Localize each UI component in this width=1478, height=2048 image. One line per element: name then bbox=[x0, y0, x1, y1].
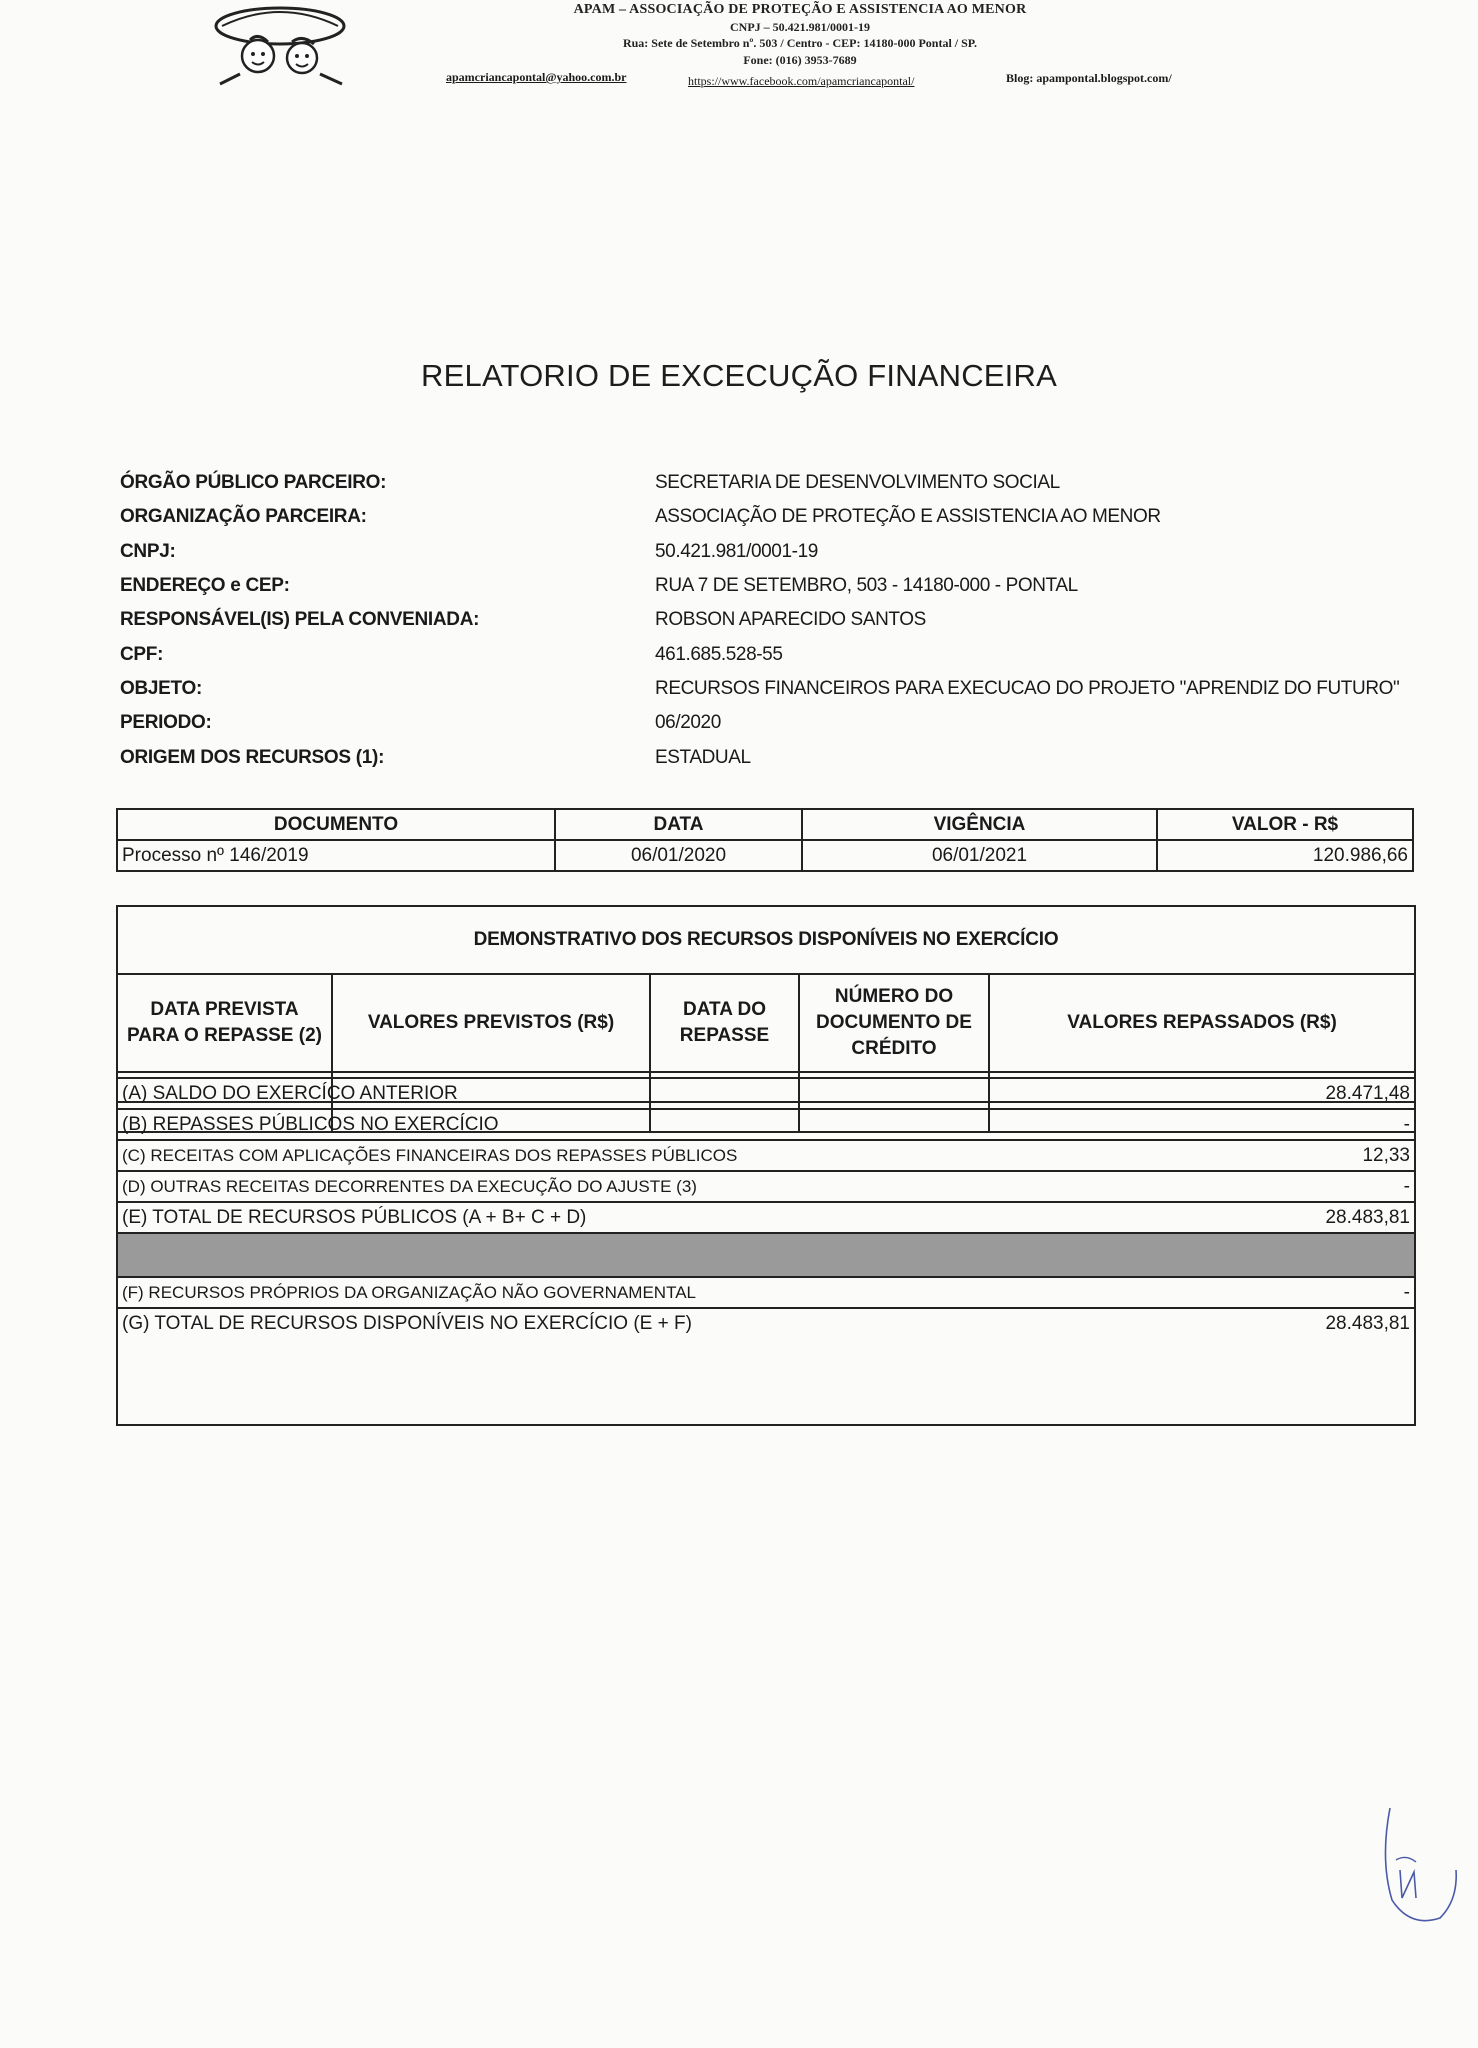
apam-logo bbox=[210, 4, 350, 86]
table-header: DOCUMENTO bbox=[117, 809, 555, 840]
table-header-row bbox=[118, 974, 1414, 1072]
info-row bbox=[120, 535, 1420, 569]
info-row bbox=[120, 569, 1420, 603]
header-blog: Blog: apampontal.blogspot.com/ bbox=[1006, 71, 1172, 85]
summary-label: (C) RECEITAS COM APLICAÇÕES FINANCEIRAS DOS REPASSES PÚBLICOS bbox=[118, 1140, 1106, 1171]
header-address-line: Rua: Sete de Setembro nº. 503 / Centro - CEP: 14180-000 Pontal / SP. bbox=[622, 36, 978, 50]
table-header: DATA PREVISTA PARA O REPASSE (2) bbox=[118, 974, 332, 1072]
table-header-row bbox=[117, 809, 1413, 840]
info-value: SECRETARIA DE DESENVOLVIMENTO SOCIAL bbox=[655, 472, 1060, 494]
summary-value: - bbox=[1106, 1171, 1414, 1202]
summary-value: 28.471,48 bbox=[1106, 1078, 1414, 1109]
summary-label: (E) TOTAL DE RECURSOS PÚBLICOS (A + B+ C + D) bbox=[118, 1202, 1106, 1233]
summary-value: 28.483,81 bbox=[1106, 1202, 1414, 1233]
header-org-line: APAM – ASSOCIAÇÃO DE PROTEÇÃO E ASSISTENCIA AO MENOR bbox=[573, 2, 1027, 17]
info-value: 461.685.528-55 bbox=[655, 643, 783, 665]
summary-row bbox=[118, 1078, 1414, 1109]
info-row bbox=[120, 637, 1420, 671]
table-cell: 06/01/2021 bbox=[802, 840, 1157, 871]
info-value: ROBSON APARECIDO SANTOS bbox=[655, 609, 926, 631]
summary-row bbox=[118, 1171, 1414, 1202]
summary-label: (B) REPASSES PÚBLICOS NO EXERCÍCIO bbox=[118, 1109, 1106, 1140]
info-label: OBJETO: bbox=[120, 677, 203, 699]
header-cnpj-line: CNPJ – 50.421.981/0001-19 bbox=[730, 20, 870, 34]
info-block bbox=[120, 466, 1420, 775]
info-row bbox=[120, 466, 1420, 500]
summary-label: (F) RECURSOS PRÓPRIOS DA ORGANIZAÇÃO NÃO GOVERNAMENTAL bbox=[118, 1277, 1106, 1308]
info-label: ÓRGÃO PÚBLICO PARCEIRO: bbox=[120, 472, 387, 494]
header-facebook-link[interactable]: https://www.facebook.com/apamcriancapontal/ bbox=[688, 74, 915, 88]
table-cell: Processo nº 146/2019 bbox=[117, 840, 555, 871]
table-header: DATA bbox=[555, 809, 802, 840]
table-header: NÚMERO DO DOCUMENTO DE CRÉDITO bbox=[799, 974, 989, 1072]
table-cell: 120.986,66 bbox=[1157, 840, 1413, 871]
summary-row bbox=[118, 1140, 1414, 1171]
info-value: RECURSOS FINANCEIROS PARA EXECUCAO DO PROJETO "APRENDIZ DO FUTURO" bbox=[655, 677, 1400, 699]
info-value: ASSOCIAÇÃO DE PROTEÇÃO E ASSISTENCIA AO MENOR bbox=[655, 506, 1161, 528]
summary-label: (A) SALDO DO EXERCÍCO ANTERIOR bbox=[118, 1078, 1106, 1109]
table-header: DATA DO REPASSE bbox=[650, 974, 799, 1072]
info-row bbox=[120, 740, 1420, 774]
info-row bbox=[120, 672, 1420, 706]
info-label: CPF: bbox=[120, 643, 164, 665]
summary-value: 28.483,81 bbox=[1106, 1308, 1414, 1338]
summary-row bbox=[118, 1308, 1414, 1338]
info-label: ENDEREÇO e CEP: bbox=[120, 575, 290, 597]
shaded-cell bbox=[118, 1233, 1106, 1277]
info-label: PERIODO: bbox=[120, 712, 212, 734]
demonstrativo-title: DEMONSTRATIVO DOS RECURSOS DISPONÍVEIS NO EXERCÍCIO bbox=[473, 929, 1059, 950]
summary-row bbox=[118, 1202, 1414, 1233]
info-label: CNPJ: bbox=[120, 540, 176, 562]
document-table bbox=[116, 808, 1414, 872]
info-row bbox=[120, 603, 1420, 637]
summary-value: 12,33 bbox=[1106, 1140, 1414, 1171]
info-label: ORGANIZAÇÃO PARCEIRA: bbox=[120, 506, 367, 528]
summary-value: - bbox=[1106, 1109, 1414, 1140]
handwritten-signature bbox=[1370, 1800, 1460, 1930]
shaded-cell bbox=[1106, 1233, 1414, 1277]
header-email-link[interactable]: apamcriancapontal@yahoo.com.br bbox=[446, 70, 627, 84]
info-value: RUA 7 DE SETEMBRO, 503 - 14180-000 - PONTAL bbox=[655, 575, 1078, 597]
table-header: VALOR - R$ bbox=[1157, 809, 1413, 840]
table-header: VALORES PREVISTOS (R$) bbox=[332, 974, 650, 1072]
summary-row bbox=[118, 1277, 1414, 1308]
info-value: 06/2020 bbox=[655, 712, 721, 734]
table-row bbox=[117, 840, 1413, 871]
shaded-row bbox=[118, 1233, 1414, 1277]
header-phone-line: Fone: (016) 3953-7689 bbox=[743, 53, 857, 67]
summary-value: - bbox=[1106, 1277, 1414, 1308]
info-value: 50.421.981/0001-19 bbox=[655, 540, 818, 562]
summary-row bbox=[118, 1109, 1414, 1140]
info-row bbox=[120, 500, 1420, 534]
page-title: RELATORIO DE EXCECUÇÃO FINANCEIRA bbox=[421, 358, 1057, 393]
table-header: VIGÊNCIA bbox=[802, 809, 1157, 840]
table-cell: 06/01/2020 bbox=[555, 840, 802, 871]
table-header: VALORES REPASSADOS (R$) bbox=[989, 974, 1414, 1072]
info-label: RESPONSÁVEL(IS) PELA CONVENIADA: bbox=[120, 609, 480, 631]
info-value: ESTADUAL bbox=[655, 746, 751, 768]
summary-label: (G) TOTAL DE RECURSOS DISPONÍVEIS NO EXERCÍCIO (E + F) bbox=[118, 1308, 1106, 1338]
demonstrativo-box bbox=[116, 905, 1416, 1426]
info-label: ORIGEM DOS RECURSOS (1): bbox=[120, 746, 385, 768]
summary-table bbox=[118, 1077, 1414, 1338]
summary-label: (D) OUTRAS RECEITAS DECORRENTES DA EXECUÇÃO DO AJUSTE (3) bbox=[118, 1171, 1106, 1202]
info-row bbox=[120, 706, 1420, 740]
